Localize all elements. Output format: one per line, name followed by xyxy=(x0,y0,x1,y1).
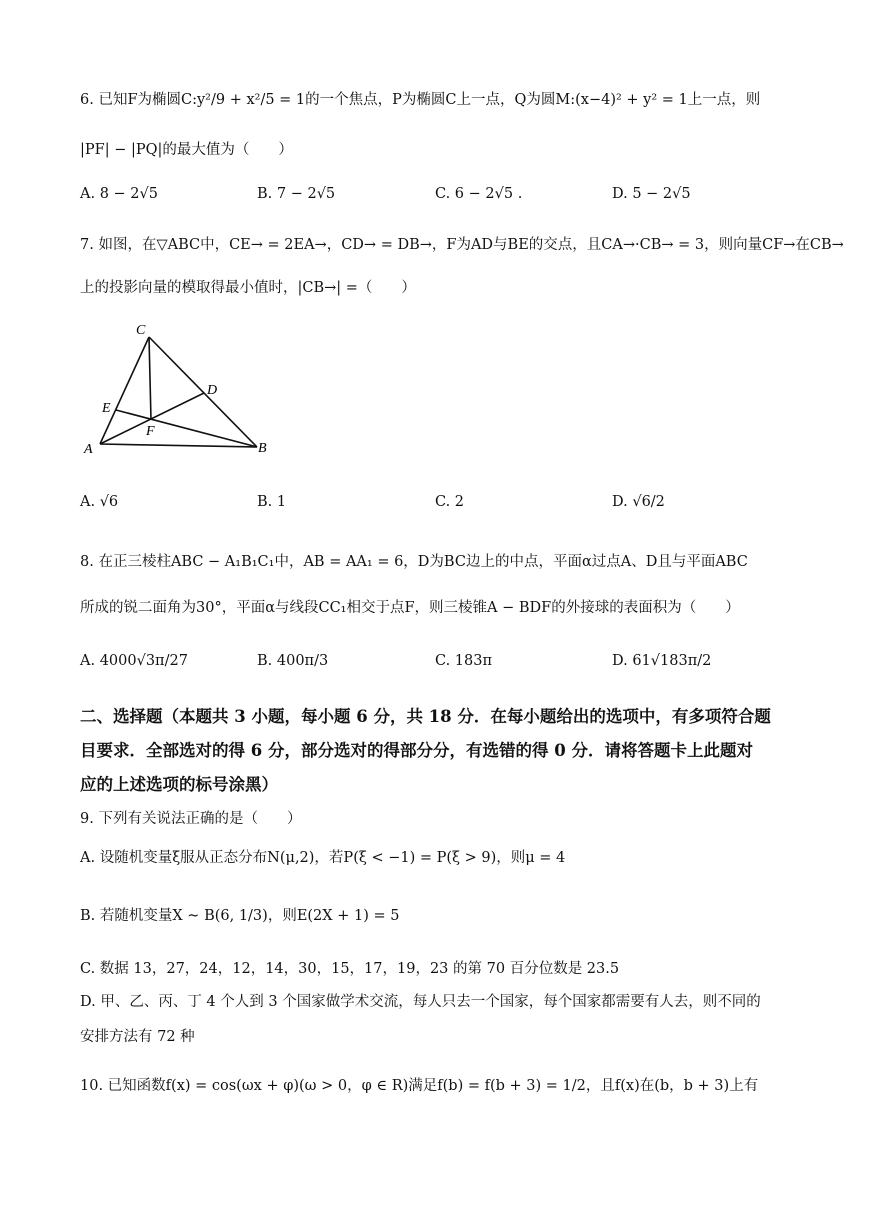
q7-stem-text2: 上的投影向量的模取得最小值时，|CB→| =（ ） xyxy=(80,280,416,296)
label-d: D xyxy=(207,383,218,398)
q7-stem-text1: 7. 如图，在▽ABC中，CE→ = 2EA→，CD→ = DB→，F为AD与BE的交点，且CA→·CB→ = 3，则向量CF→在CB→ xyxy=(80,237,844,253)
q7-option-d: D. √6/2 xyxy=(612,494,665,510)
section2-heading-line1: 二、选择题（本题共 3 小题，每小题 6 分，共 18 分．在每小题给出的选项中，有多项符合题 xyxy=(80,707,771,726)
q7-stem-line1 xyxy=(80,233,844,254)
q8-stem-text2: 所成的锐二面角为30°，平面α与线段CC₁相交于点F，则三棱锥A − BDF的外接球的表面积为（ ） xyxy=(80,600,740,616)
q7-option-c: C. 2 xyxy=(435,494,465,510)
label-f: F xyxy=(146,424,155,439)
q8-option-b: B. 400π/3 xyxy=(257,653,329,669)
q6-stem-line1 xyxy=(80,88,760,109)
q10-stem-line1: 10. 已知函数f(x) = cos(ωx + φ)(ω > 0，φ ∈ R)满足f(b) = f(b + 3) = 1/2，且f(x)在(b，b + 3)上有 xyxy=(80,1078,759,1094)
q9-stem: 9. 下列有关说法正确的是（ ） xyxy=(80,811,302,827)
q9-option-d-line1: D. 甲、乙、丙、丁 4 个人到 3 个国家做学术交流，每人只去一个国家，每个国家都需要有人去，则不同的 xyxy=(80,994,761,1010)
q9-option-b: B. 若随机变量X ~ B(6, 1/3)，则E(2X + 1) = 5 xyxy=(80,908,400,924)
q8-option-a: A. 4000√3π/27 xyxy=(80,653,188,669)
q7-option-b: B. 1 xyxy=(257,494,287,510)
side-cb xyxy=(149,337,257,447)
q7-option-a: A. √6 xyxy=(80,494,119,510)
q8-option-d: D. 61√183π/2 xyxy=(612,653,712,669)
label-c: C xyxy=(136,323,146,338)
label-a: A xyxy=(84,442,93,457)
q9-option-a: A. 设随机变量ξ服从正态分布N(μ,2)，若P(ξ < −1) = P(ξ > 9)，则μ = 4 xyxy=(80,850,566,866)
q6-option-d: D. 5 − 2√5 xyxy=(612,186,691,202)
q9-option-d-line2: 安排方法有 72 种 xyxy=(80,1029,195,1045)
label-b: B xyxy=(258,441,267,456)
q8-stem-text1: 8. 在正三棱柱ABC − A₁B₁C₁中，AB = AA₁ = 6，D为BC边上的中点，平面α过点A、D且与平面ABC xyxy=(80,554,748,570)
q6-option-c: C. 6 − 2√5 . xyxy=(435,186,523,202)
section2-heading-line3: 应的上述选项的标号涂黑） xyxy=(80,775,278,794)
q6-stem-text1: 6. 已知F为椭圆C:y²/9 + x²/5 = 1的一个焦点，P为椭圆C上一点，Q为圆M:(x−4)² + y² = 1上一点，则 xyxy=(80,92,761,108)
segment-be xyxy=(116,410,257,447)
q8-stem-line2 xyxy=(80,596,740,617)
q8-stem-line1 xyxy=(80,550,748,571)
q6-option-a: A. 8 − 2√5 xyxy=(80,186,158,202)
q8-option-c: C. 183π xyxy=(435,653,493,669)
label-e: E xyxy=(102,401,111,416)
q7-stem-line2 xyxy=(80,276,416,297)
segment-cf xyxy=(149,337,151,420)
side-ab xyxy=(100,444,257,447)
section2-heading-line2: 目要求．全部选对的得 6 分，部分选对的得部分分，有选错的得 0 分．请将答题卡上此题对 xyxy=(80,741,753,760)
q7-triangle-figure xyxy=(80,318,280,468)
q6-stem-text2: |PF| − |PQ|的最大值为（ ） xyxy=(80,142,293,158)
q9-option-c: C. 数据 13，27，24，12，14，30，15，17，19，23 的第 70 百分位数是 23.5 xyxy=(80,961,620,977)
q6-option-b: B. 7 − 2√5 xyxy=(257,186,336,202)
side-ca xyxy=(100,337,149,444)
q6-stem-line2 xyxy=(80,138,293,159)
